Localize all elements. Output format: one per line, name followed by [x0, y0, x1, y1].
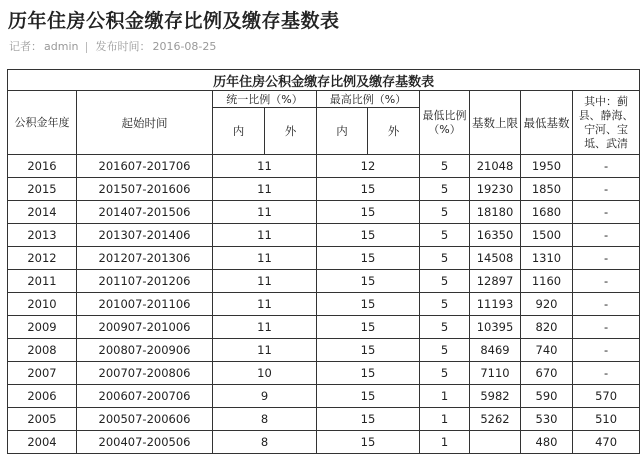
cell-county: -: [573, 316, 640, 339]
cell-min: 5: [420, 339, 470, 362]
cell-year: 2008: [8, 339, 77, 362]
header-counties: 其中：蓟县、静海、宁河、宝坻、武清: [573, 91, 640, 155]
cell-year: 2012: [8, 247, 77, 270]
cell-max: 15: [317, 316, 420, 339]
cell-county: 570: [573, 385, 640, 408]
cell-period: 201607-201706: [77, 155, 213, 178]
cell-min: 5: [420, 224, 470, 247]
cell-min: 1: [420, 431, 470, 454]
cell-lower: 1500: [521, 224, 573, 247]
table-row: [8, 155, 640, 178]
cell-period: 201107-201206: [77, 270, 213, 293]
cell-period: 200807-200906: [77, 339, 213, 362]
table-row: [8, 270, 640, 293]
cell-min: 5: [420, 155, 470, 178]
cell-period: 201507-201606: [77, 178, 213, 201]
cell-year: 2004: [8, 431, 77, 454]
cell-max: 15: [317, 270, 420, 293]
header-unified-ratio: 统一比例（%）: [213, 91, 317, 108]
cell-unified: 11: [213, 270, 317, 293]
cell-unified: 9: [213, 385, 317, 408]
cell-unified: 10: [213, 362, 317, 385]
cell-year: 2010: [8, 293, 77, 316]
cell-unified: 11: [213, 247, 317, 270]
cell-upper: 19230: [470, 178, 521, 201]
cell-upper: 14508: [470, 247, 521, 270]
cell-year: 2005: [8, 408, 77, 431]
cell-upper: 7110: [470, 362, 521, 385]
cell-min: 1: [420, 408, 470, 431]
cell-min: 5: [420, 270, 470, 293]
cell-max: 15: [317, 224, 420, 247]
header-max-inner: 内: [317, 108, 368, 155]
cell-max: 15: [317, 408, 420, 431]
table-row: [8, 201, 640, 224]
cell-upper: 11193: [470, 293, 521, 316]
article-title: 历年住房公积金缴存比例及缴存基数表: [8, 10, 340, 32]
table-row: [8, 339, 640, 362]
cell-lower: 1950: [521, 155, 573, 178]
cell-year: 2006: [8, 385, 77, 408]
table-row: [8, 316, 640, 339]
cell-lower: 590: [521, 385, 573, 408]
table-row: [8, 385, 640, 408]
cell-unified: 11: [213, 201, 317, 224]
cell-upper: 16350: [470, 224, 521, 247]
cell-county: -: [573, 293, 640, 316]
cell-upper: 5982: [470, 385, 521, 408]
cell-lower: 740: [521, 339, 573, 362]
cell-min: 5: [420, 293, 470, 316]
cell-period: 201007-201106: [77, 293, 213, 316]
cell-county: 470: [573, 431, 640, 454]
cell-county: -: [573, 155, 640, 178]
cell-county: -: [573, 339, 640, 362]
cell-upper: [470, 431, 521, 454]
cell-upper: 8469: [470, 339, 521, 362]
cell-upper: 5262: [470, 408, 521, 431]
cell-min: 5: [420, 362, 470, 385]
header-year: 公积金年度: [8, 91, 77, 155]
publish-date: 2016-08-25: [152, 40, 217, 53]
table-row: [8, 247, 640, 270]
header-max-outer: 外: [368, 108, 420, 155]
cell-lower: 1680: [521, 201, 573, 224]
header-period: 起始时间: [77, 91, 213, 155]
cell-period: 200707-200806: [77, 362, 213, 385]
author-label: 记者：: [9, 40, 42, 53]
header-max-ratio: 最高比例（%）: [317, 91, 420, 108]
cell-min: 5: [420, 201, 470, 224]
cell-year: 2013: [8, 224, 77, 247]
cell-max: 15: [317, 431, 420, 454]
cell-period: 201207-201306: [77, 247, 213, 270]
cell-max: 15: [317, 247, 420, 270]
cell-lower: 920: [521, 293, 573, 316]
cell-lower: 1310: [521, 247, 573, 270]
cell-lower: 1850: [521, 178, 573, 201]
cell-county: -: [573, 224, 640, 247]
cell-year: 2011: [8, 270, 77, 293]
table-row: [8, 178, 640, 201]
cell-lower: 820: [521, 316, 573, 339]
table-caption: 历年住房公积金缴存比例及缴存基数表: [8, 70, 640, 91]
cell-county: -: [573, 270, 640, 293]
ratio-table: [7, 69, 640, 454]
cell-period: 201407-201506: [77, 201, 213, 224]
cell-county: 510: [573, 408, 640, 431]
table-row: [8, 362, 640, 385]
cell-max: 15: [317, 201, 420, 224]
table-row: [8, 431, 640, 454]
cell-max: 15: [317, 339, 420, 362]
header-unified-outer: 外: [265, 108, 317, 155]
cell-period: 200507-200606: [77, 408, 213, 431]
cell-year: 2009: [8, 316, 77, 339]
cell-county: -: [573, 247, 640, 270]
cell-unified: 11: [213, 316, 317, 339]
cell-max: 15: [317, 362, 420, 385]
cell-unified: 8: [213, 431, 317, 454]
cell-upper: 21048: [470, 155, 521, 178]
cell-unified: 11: [213, 224, 317, 247]
meta-divider: [86, 42, 87, 53]
table-body: [8, 155, 640, 454]
cell-upper: 18180: [470, 201, 521, 224]
cell-lower: 530: [521, 408, 573, 431]
cell-unified: 11: [213, 339, 317, 362]
cell-period: 200907-201006: [77, 316, 213, 339]
cell-unified: 8: [213, 408, 317, 431]
cell-period: 201307-201406: [77, 224, 213, 247]
cell-year: 2007: [8, 362, 77, 385]
cell-min: 5: [420, 316, 470, 339]
cell-unified: 11: [213, 178, 317, 201]
cell-period: 200607-200706: [77, 385, 213, 408]
header-min-ratio: 最低比例（%）: [420, 91, 470, 155]
cell-max: 15: [317, 178, 420, 201]
cell-county: -: [573, 201, 640, 224]
cell-period: 200407-200506: [77, 431, 213, 454]
table-row: [8, 408, 640, 431]
cell-lower: 1160: [521, 270, 573, 293]
cell-max: 15: [317, 293, 420, 316]
cell-lower: 670: [521, 362, 573, 385]
cell-year: 2016: [8, 155, 77, 178]
cell-upper: 12897: [470, 270, 521, 293]
cell-max: 12: [317, 155, 420, 178]
cell-upper: 10395: [470, 316, 521, 339]
cell-unified: 11: [213, 155, 317, 178]
author-name: admin: [44, 40, 79, 53]
header-base-upper: 基数上限: [470, 91, 521, 155]
cell-year: 2014: [8, 201, 77, 224]
cell-min: 5: [420, 247, 470, 270]
cell-lower: 480: [521, 431, 573, 454]
header-base-lower: 最低基数: [521, 91, 573, 155]
date-label: 发布时间：: [95, 40, 151, 53]
cell-min: 5: [420, 178, 470, 201]
cell-unified: 11: [213, 293, 317, 316]
header-unified-inner: 内: [213, 108, 265, 155]
cell-county: -: [573, 362, 640, 385]
table-row: [8, 293, 640, 316]
cell-county: -: [573, 178, 640, 201]
cell-year: 2015: [8, 178, 77, 201]
cell-max: 15: [317, 385, 420, 408]
article-meta: [9, 38, 216, 54]
table-row: [8, 224, 640, 247]
cell-min: 1: [420, 385, 470, 408]
